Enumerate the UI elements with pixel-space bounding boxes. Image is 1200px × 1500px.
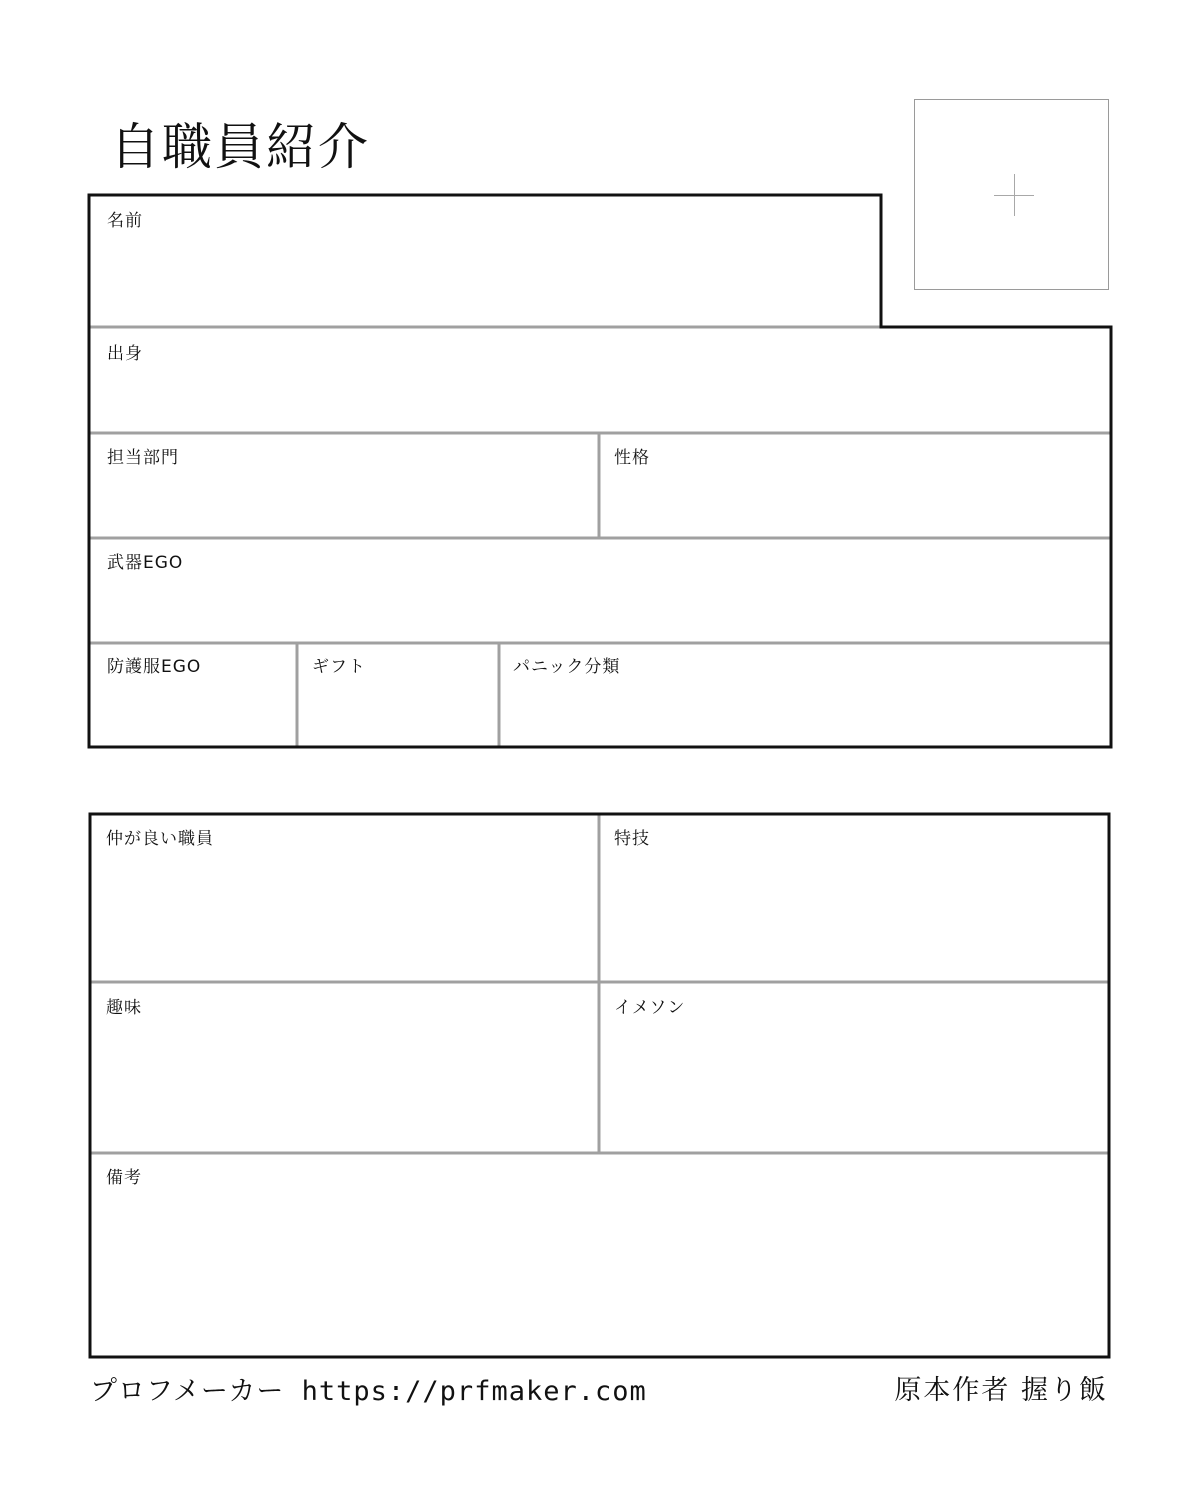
department-label: 担当部門 [107,448,179,468]
armor-ego-label: 防護服EGO [107,657,202,677]
author-credit: 原本作者 握り飯 [894,1375,1108,1406]
friends-label: 仲が良い職員 [106,829,214,849]
gift-label: ギフト [312,657,366,677]
notes-label: 備考 [106,1168,142,1188]
section2-dividers [91,815,1108,1153]
origin-label: 出身 [107,344,143,364]
panic-label: パニック分類 [513,657,621,677]
page-title: 自職員紹介 [110,118,370,176]
section1-dividers [90,327,1110,747]
maker-credit: プロフメーカー https://prfmaker.com [90,1376,647,1407]
weapon-ego-label: 武器EGO [107,553,184,573]
name-label: 名前 [107,211,143,231]
skill-label: 特技 [614,829,650,849]
hobby-label: 趣味 [106,998,142,1018]
image-song-label: イメソン [614,998,686,1018]
personality-label: 性格 [614,448,650,468]
